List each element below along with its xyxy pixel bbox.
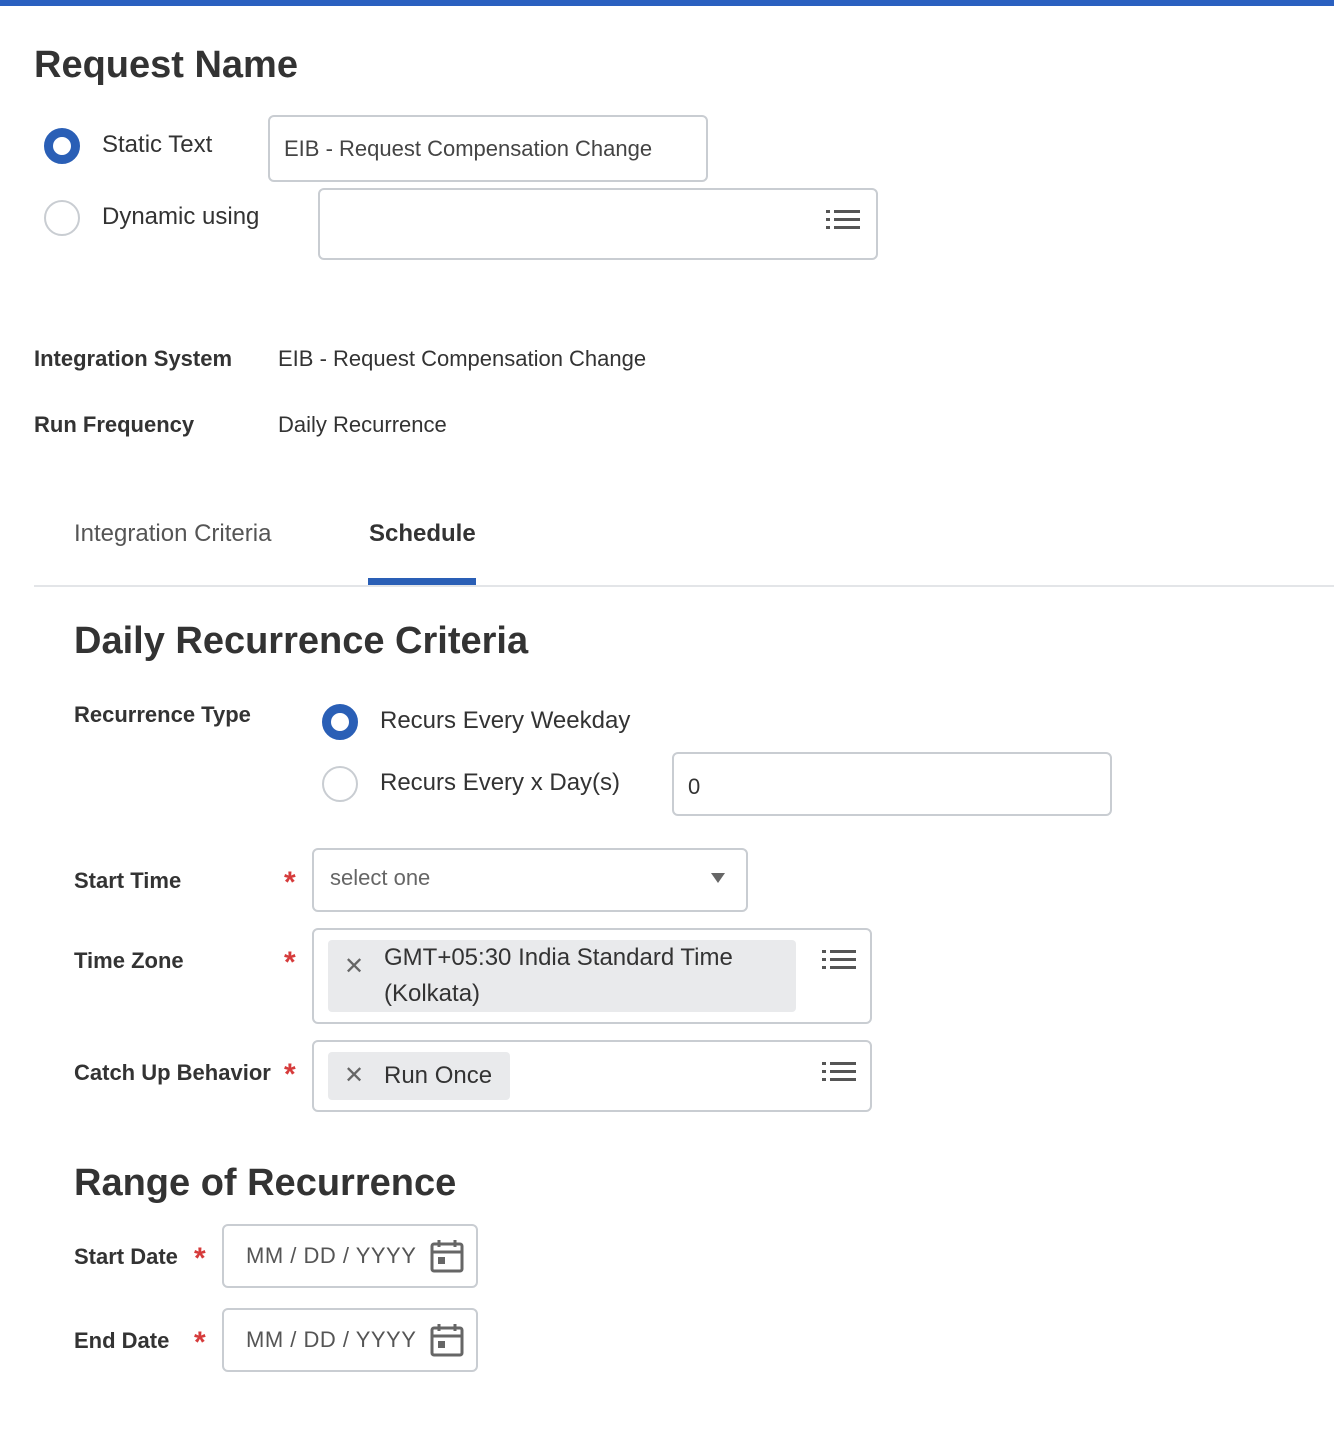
radio-dynamic-using[interactable]	[44, 200, 80, 236]
calendar-icon[interactable]	[430, 1323, 464, 1357]
daily-recurrence-title: Daily Recurrence Criteria	[74, 620, 529, 662]
start-date-input[interactable]	[222, 1224, 478, 1288]
calendar-icon[interactable]	[430, 1239, 464, 1273]
run-frequency-value: Daily Recurrence	[278, 412, 447, 437]
radio-static-text[interactable]	[44, 128, 80, 164]
time-zone-prompt[interactable]	[312, 928, 872, 1024]
catch-up-selected-item	[328, 1052, 510, 1100]
start-time-required-mark: *	[284, 866, 296, 899]
caret-down-icon[interactable]	[710, 872, 726, 884]
radio-recurs-every-x-days[interactable]	[322, 766, 358, 802]
close-icon[interactable]: ✕	[344, 1062, 365, 1089]
recurs-every-weekday-label: Recurs Every Weekday	[380, 707, 631, 734]
x-days-input[interactable]	[672, 752, 1112, 816]
tab-integration-criteria[interactable]: Integration Criteria	[74, 520, 272, 547]
dynamic-using-label: Dynamic using	[102, 203, 260, 230]
end-date-required-mark: *	[194, 1326, 206, 1359]
start-date-placeholder: MM / DD / YYYY	[246, 1243, 417, 1268]
start-date-label: Start Date	[74, 1244, 178, 1269]
integration-system-value: EIB - Request Compensation Change	[278, 346, 647, 371]
range-of-recurrence-title: Range of Recurrence	[74, 1162, 457, 1204]
run-frequency-label: Run Frequency	[34, 412, 195, 437]
start-date-required-mark: *	[194, 1242, 206, 1275]
catch-up-behavior-label: Catch Up Behavior	[74, 1060, 271, 1085]
active-tab-indicator	[368, 578, 476, 585]
time-zone-label: Time Zone	[74, 948, 184, 973]
catch-up-required-mark: *	[284, 1058, 296, 1091]
time-zone-value-line1: GMT+05:30 India Standard Time	[384, 944, 733, 971]
end-date-placeholder: MM / DD / YYYY	[246, 1327, 417, 1352]
x-days-value: 0	[688, 774, 701, 799]
end-date-label: End Date	[74, 1328, 170, 1353]
catch-up-value: Run Once	[384, 1062, 493, 1089]
dynamic-using-prompt[interactable]	[318, 188, 878, 260]
list-icon[interactable]	[822, 1060, 856, 1088]
tab-divider	[34, 585, 1334, 587]
end-date-input[interactable]	[222, 1308, 478, 1372]
list-icon[interactable]	[826, 208, 860, 236]
radio-recurs-every-weekday[interactable]	[322, 704, 358, 740]
start-time-select[interactable]	[312, 848, 748, 912]
close-icon[interactable]: ✕	[344, 953, 365, 980]
time-zone-selected-item	[328, 940, 796, 1012]
start-time-label: Start Time	[74, 868, 182, 893]
integration-system-label: Integration System	[34, 346, 233, 371]
recurs-every-x-days-label: Recurs Every x Day(s)	[380, 769, 621, 796]
request-name-title: Request Name	[34, 44, 298, 86]
list-icon[interactable]	[822, 948, 856, 976]
start-time-placeholder: select one	[330, 865, 431, 890]
static-text-input[interactable]	[268, 115, 708, 182]
catch-up-behavior-prompt[interactable]	[312, 1040, 872, 1112]
recurrence-type-label: Recurrence Type	[74, 702, 251, 727]
top-accent-bar	[0, 0, 1334, 6]
time-zone-required-mark: *	[284, 946, 296, 979]
static-text-value: EIB - Request Compensation Change	[284, 136, 653, 161]
static-text-label: Static Text	[102, 131, 213, 158]
tab-schedule[interactable]: Schedule	[369, 520, 476, 547]
time-zone-value-line2: (Kolkata)	[384, 980, 481, 1007]
